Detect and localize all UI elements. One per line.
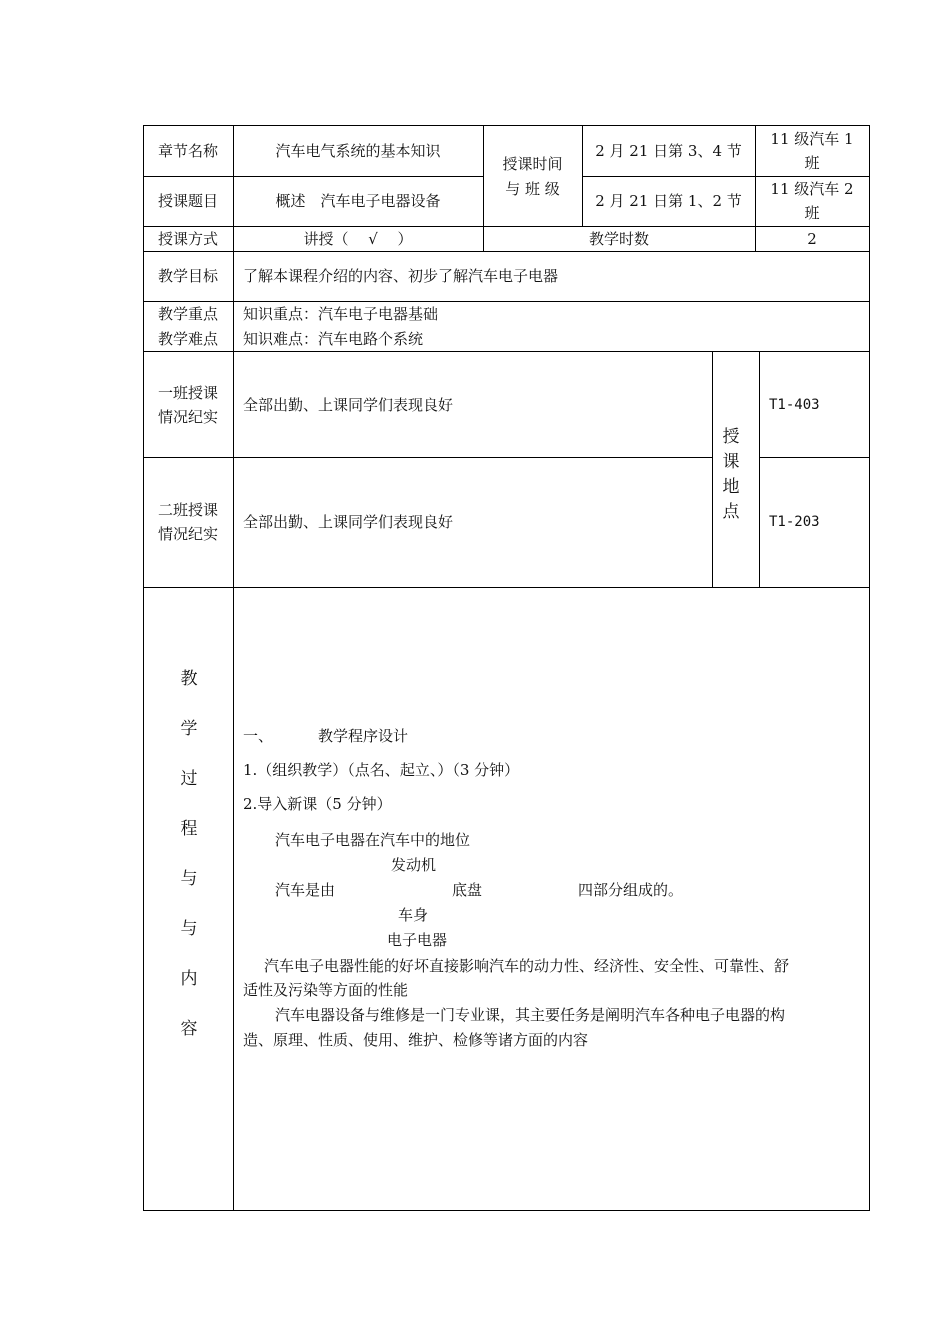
class-1-record-value: 全部出勤、上课同学们表现良好 (243, 396, 454, 414)
key-point-label: 教学重点 (157, 305, 218, 323)
class-2-name-line2: 班 (804, 204, 820, 222)
difficult-point-label: 教学难点 (157, 330, 218, 348)
location-label-char: 地 (722, 477, 740, 497)
row-divider (759, 457, 870, 458)
time-class-label-line1: 授课时间 (502, 155, 563, 173)
row-divider (143, 301, 870, 302)
chapter-name-label: 章节名称 (157, 142, 218, 160)
time-slot-1: 2 月 21 日第 3、4 节 (595, 142, 742, 160)
row-divider (143, 226, 870, 227)
time-slot-2: 2 月 21 日第 1、2 节 (595, 192, 742, 210)
teaching-method-label: 授课方式 (157, 230, 218, 248)
car-part-body: 车身 (398, 906, 429, 924)
row-divider (143, 587, 870, 588)
content-intro: 汽车电子电器在汽车中的地位 (275, 831, 471, 849)
row-divider (582, 176, 870, 177)
teaching-hours-label: 教学时数 (588, 230, 649, 248)
content-heading: 教学程序设计 (318, 727, 409, 745)
lesson-topic-value: 概述 汽车电子电器设备 (275, 192, 441, 210)
teaching-method-value: 讲授（ √ ） (303, 230, 413, 248)
class-1-record-label-line1: 一班授课 (157, 384, 218, 402)
car-composition-prefix: 汽车是由 (275, 881, 336, 899)
key-point-value: 知识重点：汽车电子电器基础 (243, 305, 439, 323)
car-part-chassis: 底盘 (452, 881, 483, 899)
content-paragraph-1-line2: 适性及污染等方面的性能 (243, 981, 409, 999)
location-label-char: 课 (722, 452, 740, 472)
teaching-goal-label: 教学目标 (157, 267, 218, 285)
chapter-name-value: 汽车电气系统的基本知识 (275, 142, 441, 160)
class-1-record-label-line2: 情况纪实 (157, 408, 218, 426)
table-border-bottom (143, 1210, 870, 1211)
car-part-engine: 发动机 (391, 856, 437, 874)
row-divider (143, 251, 870, 252)
table-border-right (869, 125, 870, 1211)
process-label-char: 与 (180, 919, 198, 939)
column-divider (759, 351, 760, 588)
teaching-hours-value: 2 (807, 230, 817, 248)
process-label-char: 程 (180, 819, 198, 839)
column-divider (233, 125, 234, 1211)
content-paragraph-2-line1: 汽车电器设备与维修是一门专业课，其主要任务是阐明汽车各种电子电器的构 (275, 1006, 786, 1024)
class-2-record-value: 全部出勤、上课同学们表现良好 (243, 513, 454, 531)
class-1-name-line1: 11 级汽车 1 (770, 130, 854, 148)
content-step-2: 2.导入新课（5 分钟） (243, 795, 392, 813)
column-divider (712, 351, 713, 588)
process-label-char: 学 (180, 719, 198, 739)
car-composition-suffix: 四部分组成的。 (578, 881, 684, 899)
row-divider (143, 351, 870, 352)
content-heading-number: 一、 (243, 727, 274, 745)
process-label-char: 与 (180, 869, 198, 889)
class-2-record-label-line1: 二班授课 (157, 501, 218, 519)
location-label-char: 点 (722, 502, 740, 522)
class-2-name-line1: 11 级汽车 2 (770, 180, 854, 198)
process-label-char: 过 (180, 769, 198, 789)
content-paragraph-1-line1: 汽车电子电器性能的好坏直接影响汽车的动力性、经济性、安全性、可靠性、舒 (264, 957, 790, 975)
row-divider (143, 176, 483, 177)
row-divider (143, 457, 713, 458)
process-label-char: 教 (180, 669, 198, 689)
table-border-top (143, 125, 870, 126)
class-2-record-label-line2: 情况纪实 (157, 525, 218, 543)
table-border-left (143, 125, 144, 1211)
content-step-1: 1.（组织教学）（点名、起立、）（3 分钟） (243, 761, 520, 779)
lesson-topic-label: 授课题目 (157, 192, 218, 210)
location-label-char: 授 (722, 427, 740, 447)
teaching-goal-value: 了解本课程介绍的内容、初步了解汽车电子电器 (243, 267, 559, 285)
class-1-name-line2: 班 (804, 154, 820, 172)
class-2-room: T1-203 (769, 514, 820, 530)
car-part-electric: 电子电器 (387, 931, 448, 949)
time-class-label-line2: 与 班 级 (505, 180, 560, 198)
process-label-char: 内 (180, 969, 198, 989)
process-label-char: 容 (180, 1019, 198, 1039)
difficult-point-value: 知识难点：汽车电路个系统 (243, 330, 424, 348)
class-1-room: T1-403 (769, 397, 820, 413)
content-paragraph-2-line2: 造、原理、性质、使用、维护、检修等诸方面的内容 (243, 1031, 589, 1049)
